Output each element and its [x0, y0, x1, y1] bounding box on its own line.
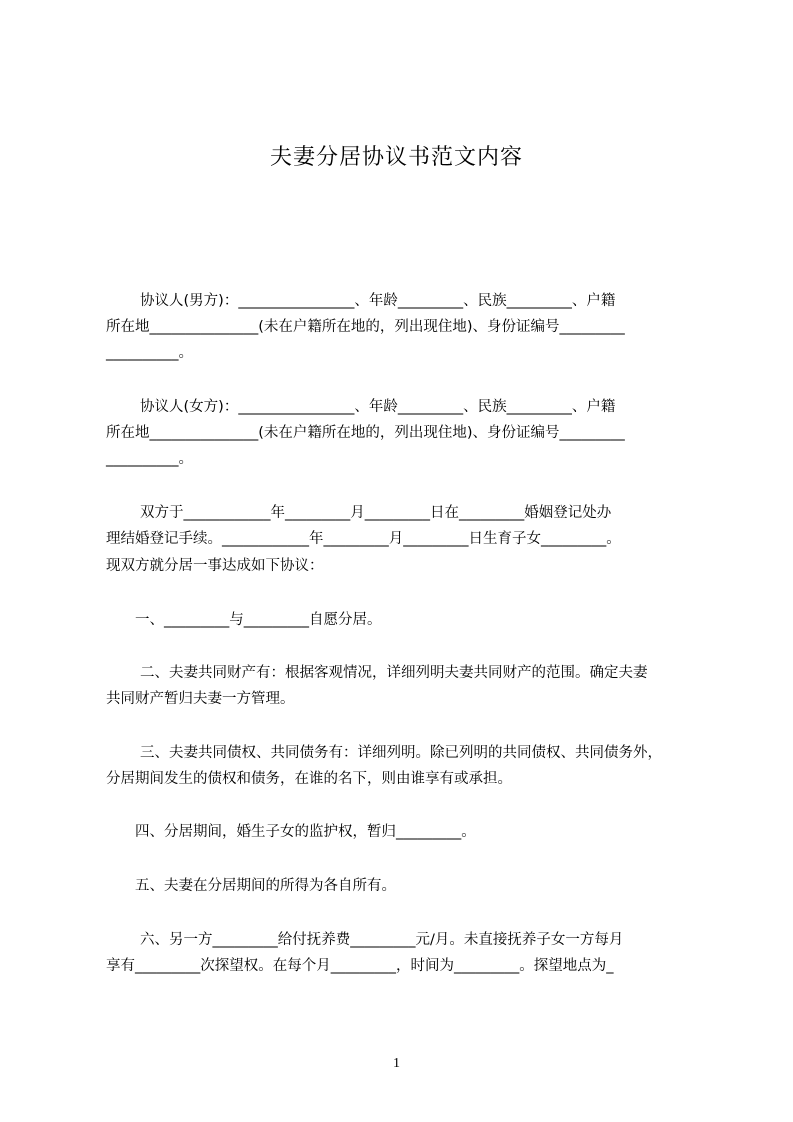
clause-4: 四、分居期间，婚生子女的监护权，暂归_________。 — [135, 824, 476, 840]
document-title: 夫妻分居协议书范文内容 — [269, 145, 523, 170]
clause-3-line-1: 三、夫妻共同债权、共同债务有：详细列明。除已列明的共同债权、共同债务外， — [140, 745, 662, 761]
male-party-line-1: 协议人(男方)：________________、年龄_________、民族_________、户籍 — [140, 293, 616, 309]
male-party-line-2: 所在地_______________(未在户籍所在地的，列出现住地)、身份证编号_________ — [106, 319, 625, 335]
clause-6-line-2: 享有_________次探望权。在每个月_________，时间为_________。探望地点为_ — [106, 958, 614, 974]
page-number: 1 — [393, 1056, 400, 1071]
female-party-line-2: 所在地_______________(未在户籍所在地的，列出现住地)、身份证编号_________ — [106, 425, 625, 441]
clause-6-line-1: 六、另一方_________给付抚养费_________元/月。未直接抚养子女一方每月 — [140, 932, 624, 948]
marriage-line-3: 现双方就分居一事达成如下协议： — [106, 558, 324, 574]
marriage-line-2: 理结婚登记手续。____________年_________月_________日生育子女_________。 — [106, 531, 621, 547]
female-party-line-1: 协议人(女方)：________________、年龄_________、民族_________、户籍 — [140, 399, 616, 415]
male-party-line-3: __________。 — [106, 345, 193, 361]
clause-3-line-2: 分居期间发生的债权和债务，在谁的名下，则由谁享有或承担。 — [106, 771, 512, 787]
marriage-line-1: 双方于____________年_________月_________日在_________婚姻登记处办 — [140, 505, 612, 521]
female-party-line-3: __________。 — [106, 451, 193, 467]
clause-5: 五、夫妻在分居期间的所得为各自所有。 — [135, 878, 396, 894]
clause-1: 一、_________与_________自愿分居。 — [135, 612, 382, 628]
clause-2-line-1: 二、夫妻共同财产有：根据客观情况，详细列明夫妻共同财产的范围。确定夫妻 — [140, 665, 648, 681]
clause-2-line-2: 共同财产暂归夫妻一方管理。 — [106, 691, 295, 707]
